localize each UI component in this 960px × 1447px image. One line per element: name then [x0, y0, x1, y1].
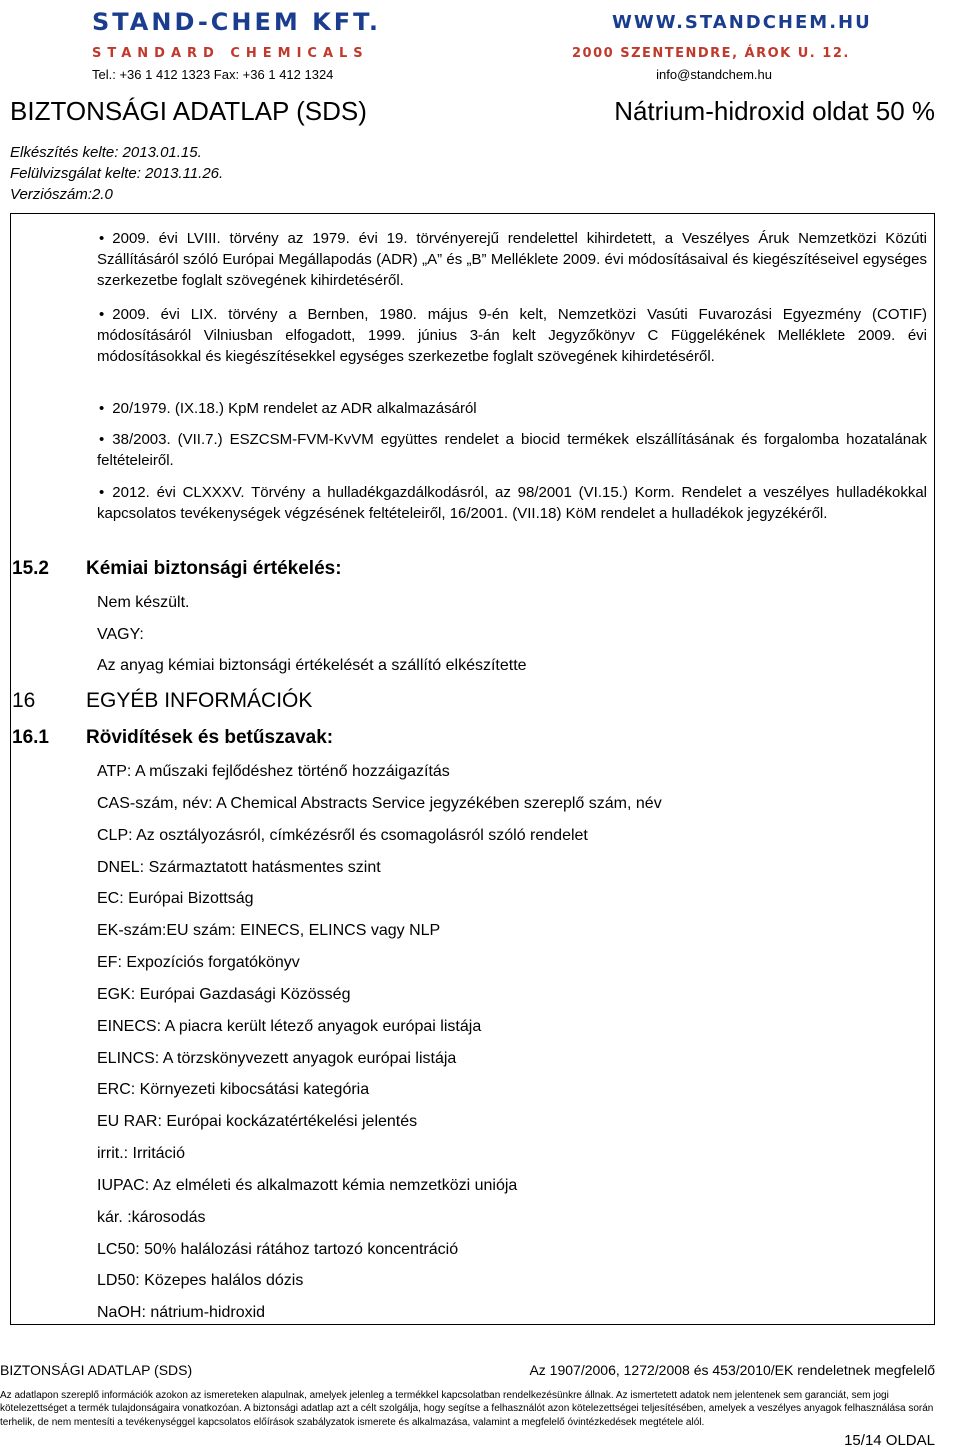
section-number: 15.2	[12, 558, 49, 579]
bullet-icon: •	[99, 306, 105, 323]
assessment-line: Nem készült.	[97, 594, 190, 611]
company-logo: STAND-CHEM KFT.	[92, 8, 381, 36]
section-number: 16.1	[12, 727, 49, 748]
footer-title: BIZTONSÁGI ADATLAP (SDS)	[0, 1362, 193, 1378]
document-title: BIZTONSÁGI ADATLAP (SDS)	[10, 96, 367, 126]
abbreviation-item: NaOH: nátrium-hidroxid	[97, 1304, 266, 1321]
regulation-item: • 20/1979. (IX.18.) KpM rendelet az ADR alkalmazásáról	[99, 400, 477, 417]
bullet-icon: •	[99, 230, 105, 247]
abbreviation-item: EINECS: A piacra került létező anyagok európai listája	[97, 1018, 482, 1035]
abbreviation-item: EK-szám:EU szám: EINECS, ELINCS vagy NLP	[97, 922, 441, 939]
section-title: Rövidítések és betűszavak:	[86, 727, 334, 748]
regulation-item: • 2012. évi CLXXXV. Törvény a hulladékgazdálkodásról, az 98/2001 (VI.15.) Korm. Rendelet a veszélyes hulladékokkal kapcsolatos tevékenységek végzésének feltételeiről, 16/2001. (VII.18) KöM rendelet a hulladékok jegyzékéről.	[97, 484, 927, 522]
footer-disclaimer: kötelezettséget a termék tulajdonságaira vonatkozóan. A biztonsági adatlap azt a célt szolgálja, hogy segítse a felhasználót azon kötelezettségei teljesítésében, amelyek a veszélyes anyagok felhasználása során	[0, 1403, 934, 1414]
regulation-item: • 2009. évi LVIII. törvény az 1979. évi 19. törvényerejű rendelettel kihirdetett, a Veszélyes Áruk Nemzetközi Közúti Szállításáról szóló Európai Megállapodás (ADR) „A” és „B” Melléklete 2009. évi módosításaival és kiegészítéseivel egységes szerkezetbe foglalt szövegének kihirdetéséről.	[97, 230, 927, 289]
abbreviation-item: EF: Expozíciós forgatókönyv	[97, 954, 300, 971]
abbreviation-item: irrit.: Irritáció	[97, 1145, 185, 1162]
bullet-icon: •	[99, 431, 105, 448]
footer-disclaimer: Az adatlapon szereplő információk azokon az ismereteken alapulnak, amelyek jelenleg a termékkel kapcsolatban rendelkezésünkre állnak. Az ismertetett adatok nem jelentenek sem garanciát, sem jogi	[0, 1390, 889, 1401]
contact-phone-fax: Tel.: +36 1 412 1323 Fax: +36 1 412 1324	[92, 67, 334, 82]
section-title: Kémiai biztonsági értékelés:	[86, 558, 342, 579]
version-number: Verziószám:2.0	[10, 186, 113, 203]
bullet-icon: •	[99, 400, 105, 417]
assessment-line: Az anyag kémiai biztonsági értékelését a szállító elkészítette	[97, 657, 527, 674]
contact-email: info@standchem.hu	[656, 67, 772, 82]
prepared-date: Elkészítés kelte: 2013.01.15.	[10, 144, 202, 161]
abbreviation-item: EC: Európai Bizottság	[97, 890, 254, 907]
product-name: Nátrium-hidroxid oldat 50 %	[614, 96, 935, 126]
content-box	[10, 213, 935, 1325]
abbreviation-item: ELINCS: A törzskönyvezett anyagok európai listája	[97, 1050, 457, 1067]
abbreviation-item: EU RAR: Európai kockázatértékelési jelentés	[97, 1113, 418, 1130]
footer-regulations: Az 1907/2006, 1272/2008 és 453/2010/EK rendeletnek megfelelő	[529, 1362, 935, 1378]
regulation-item: • 2009. évi LIX. törvény a Bernben, 1980. május 9-én kelt, Nemzetközi Vasúti Fuvarozási Egyezmény (COTIF) módosításáról Vilniusban elfogadott, 1999. június 3-án kelt Jegyzőkönyv C Függelékének Melléklete 2009. évi módosításokkal és kiegészítésekkel egységes szerkezetbe foglalt szövegének kihirdetéséről.	[97, 306, 927, 365]
company-banner	[0, 0, 960, 68]
section-title: EGYÉB INFORMÁCIÓK	[86, 689, 313, 712]
company-tagline: STANDARD CHEMICALS	[92, 46, 369, 61]
regulation-item: • 38/2003. (VII.7.) ESZCSM-FVM-KvVM együttes rendelet a biocid termékek elszállításának és forgalomba hozatalának feltételeiről.	[97, 431, 927, 469]
abbreviation-item: ATP: A műszaki fejlődéshez történő hozzáigazítás	[97, 763, 450, 780]
footer-disclaimer: terhelik, de nem mentesíti a tevékenységgel kapcsolatos előírások szabályzatok ismerete és alkalmazása, valamint a megfelelő óvintézkedések megtétele alól.	[0, 1417, 705, 1428]
abbreviation-item: DNEL: Származtatott hatásmentes szint	[97, 859, 381, 876]
abbreviation-item: LD50: Közepes halálos dózis	[97, 1272, 304, 1289]
abbreviation-item: CLP: Az osztályozásról, címkézésről és csomagolásról szóló rendelet	[97, 827, 588, 844]
abbreviation-item: EGK: Európai Gazdasági Közösség	[97, 986, 351, 1003]
assessment-line: VAGY:	[97, 626, 144, 643]
revised-date: Felülvizsgálat kelte: 2013.11.26.	[10, 165, 224, 182]
abbreviation-item: kár. :károsodás	[97, 1209, 206, 1226]
company-address: 2000 SZENTENDRE, ÁROK U. 12.	[572, 46, 850, 61]
page-number: 15/14 OLDAL	[844, 1432, 935, 1447]
abbreviation-item: IUPAC: Az elméleti és alkalmazott kémia nemzetközi uniója	[97, 1177, 518, 1194]
company-website: WWW.STANDCHEM.HU	[612, 12, 872, 33]
abbreviation-item: CAS-szám, név: A Chemical Abstracts Service jegyzékében szereplő szám, név	[97, 795, 662, 812]
abbreviation-item: ERC: Környezeti kibocsátási kategória	[97, 1081, 370, 1098]
section-number: 16	[12, 689, 36, 712]
bullet-icon: •	[99, 484, 105, 501]
abbreviation-item: LC50: 50% halálozási rátához tartozó koncentráció	[97, 1241, 459, 1258]
